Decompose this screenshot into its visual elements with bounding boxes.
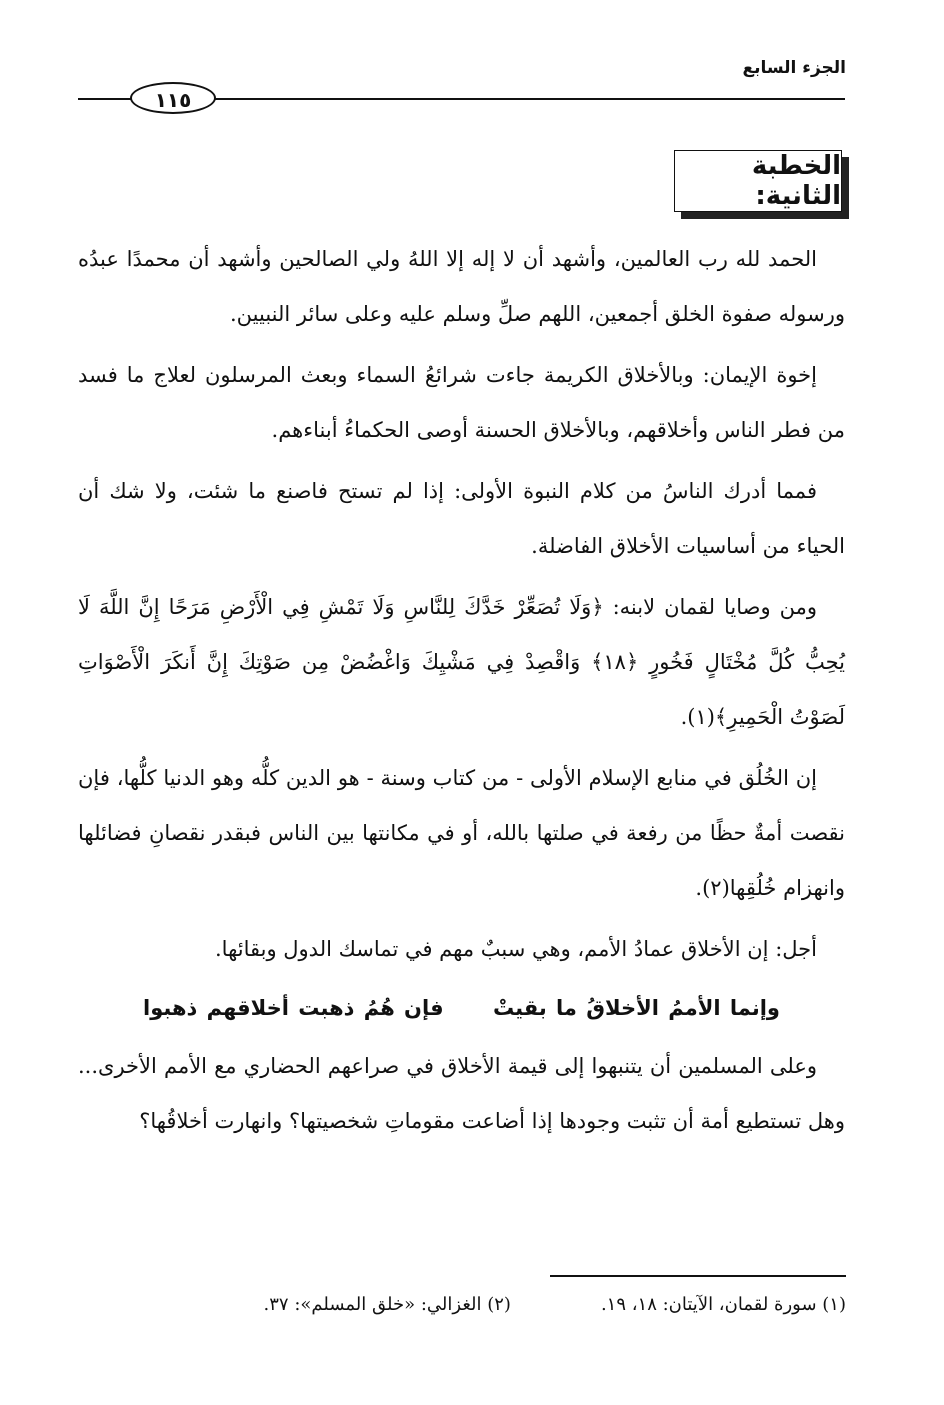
paragraph-brothers-of-faith: إخوة الإيمان: وبالأخلاق الكريمة جاءت شرائعُ السماء وبعث المرسلون لعلاج ما فسد من فطر الناس وأخلاقهم، وبالأخلاق الحسنة أوصى الحكماءُ أبناءهم. [78,363,845,442]
body-text [78,232,845,1155]
paragraph-opening-praise: الحمد لله رب العالمين، وأشهد أن لا إله إلا اللهُ ولي الصالحين وأشهد أن محمدًا عبدُه ورسوله صفوة الخلق أجمعين، اللهم صلِّ وسلم عليه وعلى سائر النبيين. [78,247,845,326]
footnotes [146,1294,846,1315]
section-heading-box [674,150,842,212]
paragraph-prophetic-saying: فمما أدرك الناسُ من كلام النبوة الأولى: إذا لم تستح فاصنع ما شئت، ولا شك أن الحياء من أساسيات الأخلاق الفاضلة. [78,479,845,558]
paragraph-character-in-islam: إن الخُلُق في منابع الإسلام الأولى - من كتاب وسنة - هو الدين كلُّه وهو الدنيا كلُّها، فإن نقصت أمةٌ حظًا من رفعة في صلتها بالله، أو في مكانتها بين الناس فبقدر نقصانِ فضائلها وانهزام خُلُقِها(٢). [78,766,845,900]
footnote-rule [550,1275,846,1277]
section-title: الخطبة الثانية: [751,151,841,211]
footnote-1: (١) سورة لقمان، الآيتان: ١٨، ١٩. [600,1294,846,1315]
verse-second-hemistich: فإن هُمُ ذهبت أخلاقهم ذهبوا [143,996,444,1020]
footnote-2: (٢) الغزالي: «خلق المسلم»: ٣٧. [263,1294,511,1315]
paragraph-closing: وعلى المسلمين أن يتنبهوا إلى قيمة الأخلاق في صراعهم الحضاري مع الأمم الأخرى... وهل تستطيع أمة أن تثبت وجودها إذا أضاعت مقوماتِ شخصيتها؟ وانهارت أخلاقُها؟ [78,1054,845,1133]
paragraph-luqman-advice: ومن وصايا لقمان لابنه: ﴿وَلَا تُصَعِّرْ خَدَّكَ لِلنَّاسِ وَلَا تَمْشِ فِي الْأَرْضِ مَرَحًا إِنَّ اللَّهَ لَا يُحِبُّ كُلَّ مُخْتَالٍ فَخُورٍ ﴿١٨﴾ وَاقْصِدْ فِي مَشْيِكَ وَاغْضُضْ مِن صَوْتِكَ إِنَّ أَنكَرَ الْأَصْوَاتِ لَصَوْتُ الْحَمِيرِ﴾(١). [78,595,846,729]
paragraph-morals-pillar: أجل: إن الأخلاق عمادُ الأمم، وهي سببٌ مهم في تماسك الدول وبقائها. [215,937,817,961]
poetry-verse [78,983,845,1033]
running-head-title: الجزء السابع [742,58,846,78]
verse-first-hemistich: وإنما الأممُ الأخلاقُ ما بقيتْ [492,996,780,1020]
page-number: ١١٥ [130,82,216,114]
